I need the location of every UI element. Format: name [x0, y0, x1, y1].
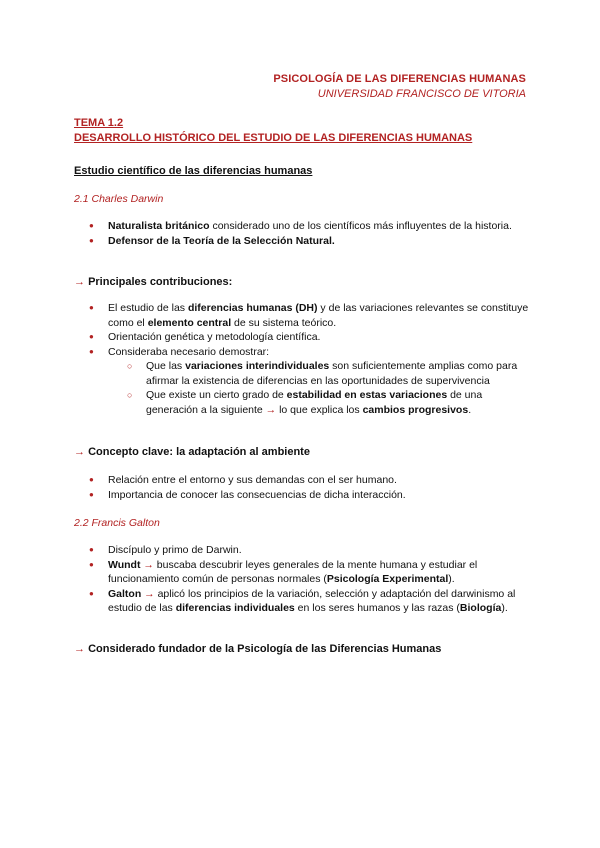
- list-item: ● Wundt → buscaba descubrir leyes generales de la mente humana y estudiar el funcionamiento común de personas normales (Psicología Experimental).: [108, 558, 529, 587]
- list-item: ● Orientación genética y metodología científica.: [108, 330, 529, 345]
- list-item: ● Consideraba necesario demostrar: ○ Que las variaciones interindividuales son suficientemente amplias como para afirmar la existencia de diferencias en las oportunidades de supervivencia ○ Que existe un cierto grado de estabilidad en estas variaciones de una generación a la siguiente → lo que explica los cambios progresivos.: [108, 345, 529, 418]
- list-item: ● El estudio de las diferencias humanas (DH) y de las variaciones relevantes se constituye como el elemento central de su sistema teórico.: [108, 301, 529, 330]
- contributions-heading: → Principales contribuciones:: [74, 276, 233, 288]
- concept-list: [74, 473, 529, 502]
- arrow-icon: →: [74, 276, 85, 288]
- arrow-icon: →: [144, 587, 155, 600]
- darwin-intro-list: [74, 219, 529, 248]
- sub-list-item: ○ Que existe un cierto grado de estabilidad en estas variaciones de una generación a la siguiente → lo que explica los cambios progresivos.: [146, 388, 529, 417]
- arrow-icon: →: [74, 643, 85, 655]
- sub-list-item: ○ Que las variaciones interindividuales son suficientemente amplias como para afirmar la existencia de diferencias en las oportunidades de supervivencia: [146, 359, 529, 388]
- galton-subtitle: 2.2 Francis Galton: [74, 517, 160, 529]
- concept-heading: → Concepto clave: la adaptación al ambiente: [74, 446, 310, 458]
- header-university: UNIVERSIDAD FRANCISCO DE VITORIA: [317, 88, 526, 100]
- list-item: ● Relación entre el entorno y sus demandas con el ser humano.: [108, 473, 529, 488]
- arrow-icon: →: [74, 446, 85, 458]
- arrow-icon: →: [143, 558, 154, 571]
- list-item: ● Discípulo y primo de Darwin.: [108, 543, 529, 558]
- list-item: ● Defensor de la Teoría de la Selección Natural.: [108, 234, 529, 249]
- header-subject: PSICOLOGÍA DE LAS DIFERENCIAS HUMANAS: [273, 73, 526, 85]
- section-title: Estudio científico de las diferencias humanas: [74, 165, 313, 177]
- list-item: ● Importancia de conocer las consecuencias de dicha interacción.: [108, 488, 529, 503]
- list-item: ● Galton → aplicó los principios de la variación, selección y adaptación del darwinismo al estudio de las diferencias individuales en los seres humanos y las razas (Biología).: [108, 587, 529, 616]
- arrow-icon: →: [265, 403, 277, 416]
- founder-heading: → Considerado fundador de la Psicología de las Diferencias Humanas: [74, 643, 442, 655]
- list-item: ● Naturalista británico considerado uno de los científicos más influyentes de la historia.: [108, 219, 529, 234]
- galton-list: [74, 543, 529, 616]
- darwin-subtitle: 2.1 Charles Darwin: [74, 193, 164, 205]
- tema-number: TEMA 1.2: [74, 117, 124, 129]
- contributions-list: [74, 301, 529, 417]
- tema-title: DESARROLLO HISTÓRICO DEL ESTUDIO DE LAS DIFERENCIAS HUMANAS: [74, 132, 473, 144]
